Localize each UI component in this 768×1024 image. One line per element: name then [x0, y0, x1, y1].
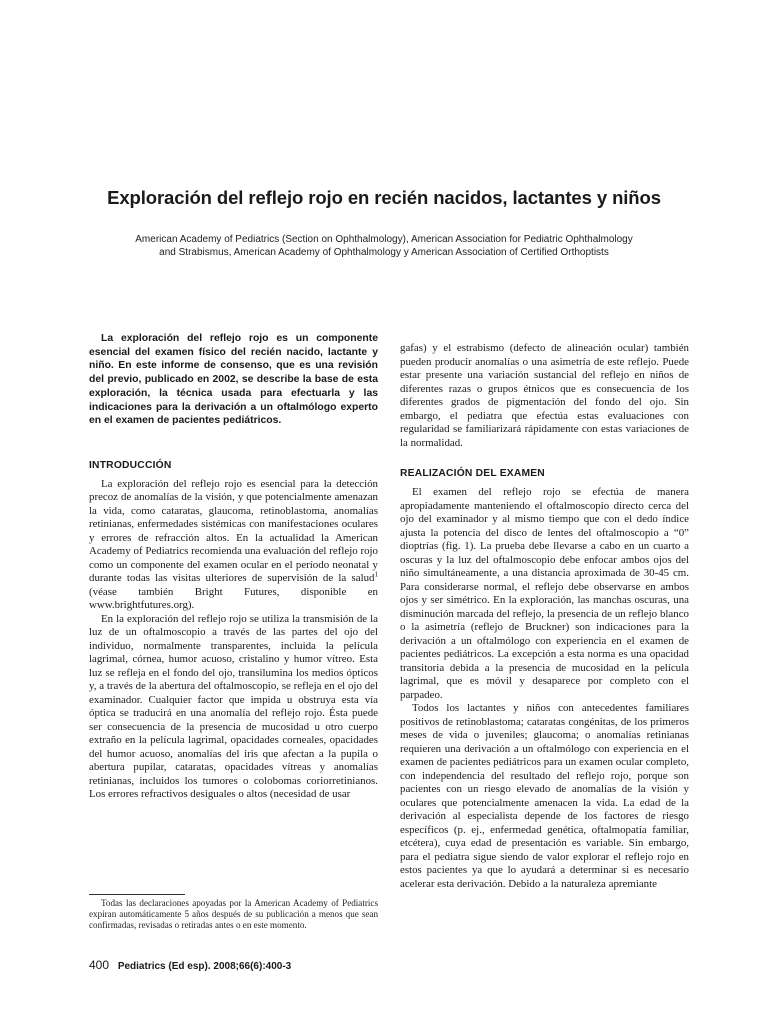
intro-paragraph-1-text: La exploración del reflejo rojo es esencial para la detección precoz de anomalías de la visión, y que potencialmente amenazan la vida, como cataratas, glaucoma, retinoblastoma, anomalías retinianas, enfermedades sistémicas con manifestaciones oculares y errores de refracción altos. En la actualidad la American Academy of Pediatrics recomienda una evaluación del reflejo rojo como un componente del examen ocular en el período neonatal y durante todas las visitas ulteriores de supervisión de la salud [89, 477, 378, 585]
exam-heading: REALIZACIÓN DEL EXAMEN [400, 468, 545, 479]
footnote-divider [89, 894, 185, 895]
left-column [89, 332, 378, 802]
intro-paragraph-1-tail: (véase también Bright Futures, disponible en www.brightfutures.org). [89, 585, 378, 612]
exam-paragraph-1: El examen del reflejo rojo se efectúa de manera apropiadamente manteniendo el oftalmoscopio directo cerca del ojo del examinador y al mismo tiempo que con el dedo índice ajusta la potencia del disco de lentes del oftalmoscopio a “0” dioptrías (fig. 1). La prueba debe llevarse a cabo en un cuarto a oscuras y la luz del oftalmoscopio debe enfocar ambos ojos del niño simultáneamente, a una distancia aproximada de 30-45 cm. Para considerarse normal, el reflejo debe observarse en ambos ojos y ser simétrico. En la exploración, las manchas oscuras, una disminución marcada del reflejo, la presencia de un reflejo blanco o la asimetría (reflejo de Bruckner) son indicaciones para la derivación a un oftalmólogo con experiencia en el examen de pacientes pediátricos. La excepción a esta norma es una opacidad transitoria debida a la presencia de mucosidad en la película lagrimal, que es móvil y desaparece por completo con el parpadeo. [400, 486, 689, 701]
reference-1: 1 [374, 570, 378, 579]
authors-line-1: American Academy of Pediatrics (Section on Ophthalmology), American Association for Pediatric Ophthalmology [135, 234, 633, 245]
footnote: Todas las declaraciones apoyadas por la American Academy of Pediatrics expiran automáticamente 5 años después de su publicación a menos que sean confirmadas, revisadas o retiradas antes o en este momento. [89, 898, 378, 931]
page-number: 400 [89, 958, 110, 972]
journal-citation: Pediatrics (Ed esp). 2008;66(6):400-3 [117, 961, 292, 972]
intro-heading: INTRODUCCIÓN [89, 459, 172, 471]
article-title: Exploración del reflejo rojo en recién nacidos, lactantes y niños [107, 187, 661, 208]
abstract: La exploración del reflejo rojo es un componente esencial del examen físico del recién nacido, lactante y niño. En este informe de consenso, que es una revisión del previo, publicado en 2002, se describe la base de esta exploración, la técnica usada para efectuarla y las indicaciones para la derivación a un oftalmólogo experto en el examen de pacientes pediátricos. [89, 333, 378, 427]
right-column [400, 342, 689, 891]
continued-paragraph: gafas) y el estrabismo (defecto de alineación ocular) también pueden producir anomalías o una asimetría de este reflejo. Puede estar presente una variación sustancial del reflejo en niños de diferentes razas o grupos étnicos que es consecuencia de los diferentes grados de pigmentación del fondo del ojo. Sin embargo, el pediatra que efectúa estas evaluaciones con regularidad se familiarizará rápidamente con estas variaciones de la normalidad. [400, 342, 689, 449]
author-affiliations [100, 233, 668, 260]
intro-paragraph-2: En la exploración del reflejo rojo se utiliza la transmisión de la luz de un oftalmoscopio a través de las partes del ojo del individuo, normalmente transparentes, incluida la película lagrimal, córnea, humor acuoso, cristalino y humor vítreo. Esta luz se refleja en el fondo del ojo, transilumina los medios ópticos y, a través de la abertura del oftalmoscopio, se refleja en el ojo del examinador. Cualquier factor que impida u obstruya esta vía óptica se traducirá en una anomalía del reflejo rojo. Ésta puede ser consecuencia de la presencia de mucosidad u otro cuerpo extraño en la película lagrimal, opacidades corneales, opacidades del humor acuoso, anomalías del iris que afectan a la pupila o abertura pupilar, cataratas, opacidades vítreas y anomalías retinianas, incluidos los tumores o colobomas coriorretinianos. Los errores refractivos desiguales o altos (necesidad de usar [89, 612, 378, 801]
authors-line-2: and Strabismus, American Academy of Ophthalmology y American Association of Certified Orthoptists [159, 247, 609, 259]
page-footer [89, 958, 291, 972]
intro-paragraph-1 [89, 478, 378, 613]
exam-paragraph-2: Todos los lactantes y niños con antecedentes familiares positivos de retinoblastoma; cataratas congénitas, de los primeros meses de vida o juveniles; glaucoma; o anomalías retinianas requieren una derivación a un oftalmólogo con experiencia en el examen de pacientes pediátricos para un examen ocular completo, con independencia del resultado del reflejo rojo, porque son pacientes con un riesgo elevado de anomalías de la visión y oculares que potencialmente amenacen la vida. La edad de la derivación al especialista depende de los factores de riesgo específicos (p. ej., enfermedad genética, oftalmopatía familiar, etcétera), cuya edad de presentación es variable. Sin embargo, para el pediatra sigue siendo de valor explorar el reflejo rojo en estos pacientes ya que lo ayudará a determinar si es necesario acelerar esta derivación. Debido a la naturaleza apremiante [400, 702, 689, 890]
